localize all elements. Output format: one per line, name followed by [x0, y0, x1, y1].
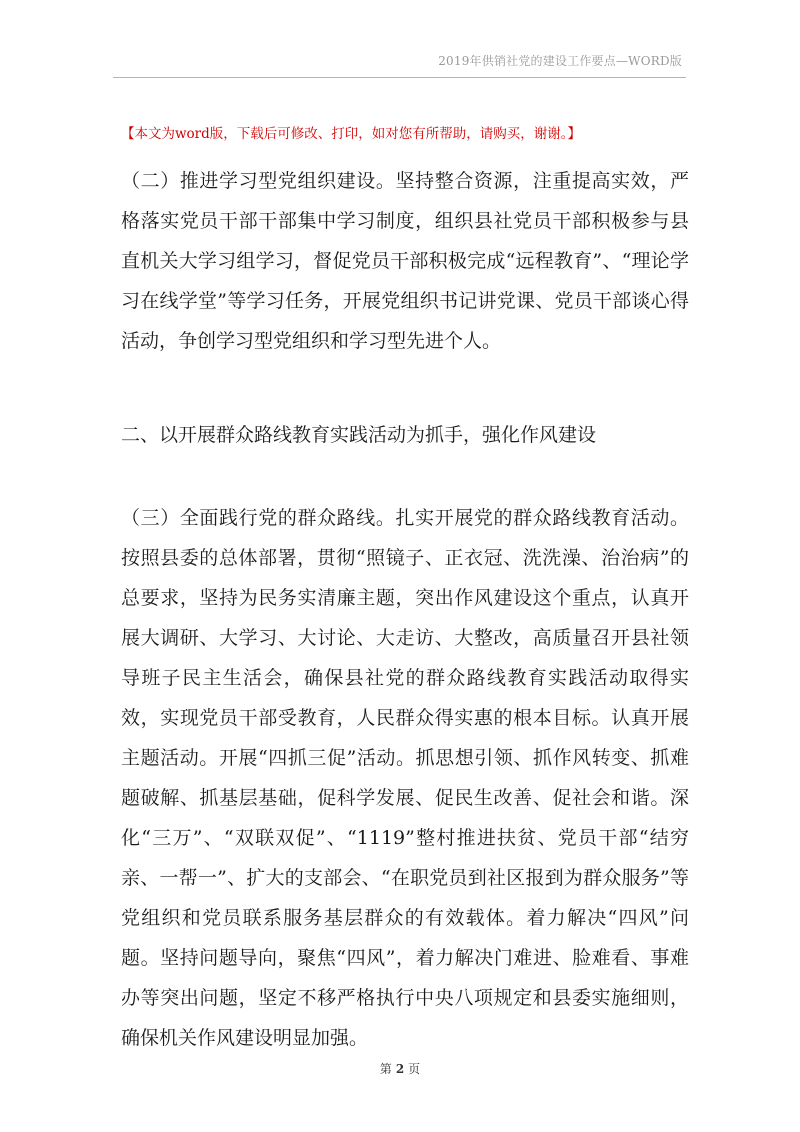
section-heading-2: 二、以开展群众路线教育实践活动为抓手，强化作风建设 — [121, 424, 597, 446]
paragraph-study-organization: （二）推进学习型党组织建设。坚持整合资源，注重提高实效，严格落实党员干部干部集中学习制度，组织县社党员干部积极参与县直机关大学习组学习，督促党员干部积极完成“远程教育”、“理论学习在线学堂”等学习任务，开展党组织书记讲党课、党员干部谈心得活动，争创学习型党组织和学习型先进个人。 — [121, 170, 689, 352]
page-header-title: 2019年供销社党的建设工作要点—WORD版 — [438, 54, 682, 68]
header-divider — [113, 77, 686, 78]
footer-prefix: 第 — [379, 1062, 392, 1076]
download-notice: 【本文为word版，下载后可修改、打印，如对您有所帮助，请购买，谢谢。】 — [121, 126, 582, 142]
page-number: 2 — [395, 1062, 405, 1076]
paragraph-mass-line: （三）全面践行党的群众路线。扎实开展党的群众路线教育活动。按照县委的总体部署，贯彻“照镜子、正衣冠、洗洗澡、治治病”的总要求，坚持为民务实清廉主题，突出作风建设这个重点，认真开展大调研、大学习、大讨论、大走访、大整改，高质量召开县社领导班子民主生活会，确保县社党的群众路线教育实践活动取得实效，实现党员干部受教育，人民群众得实惠的根本目标。认真开展主题活动。开展“四抓三促”活动。抓思想引领、抓作风转变、抓难题破解、抓基层基础，促科学发展、促民生改善、促社会和谐。深化“三万”、“双联双促”、“1119”整村推进扶贫、党员干部“结穷亲、一帮一”、扩大的支部会、“在职党员到社区报到为群众服务”等党组织和党员联系服务基层群众的有效载体。着力解决“四风”问题。坚持问题导向，聚焦“四风”，着力解决门难进、脸难看、事难办等突出问题，坚定不移严格执行中央八项规定和县委实施细则，确保机关作风建设明显加强。 — [121, 507, 689, 1049]
page-footer — [0, 1060, 800, 1077]
footer-suffix: 页 — [408, 1062, 421, 1076]
